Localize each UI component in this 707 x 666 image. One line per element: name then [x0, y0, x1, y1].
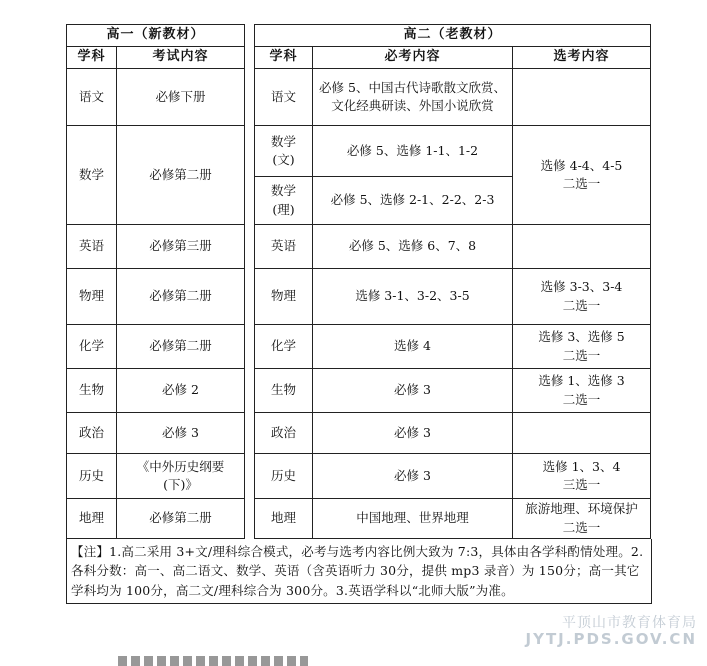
- g1-geography-subject: 地理: [67, 499, 117, 539]
- g2-math-elective-line-1: 选修 4-4、4-5: [540, 157, 623, 173]
- g1-physics-subject: 物理: [67, 269, 117, 325]
- g2-physics-elective: [513, 269, 651, 325]
- g2-biology-elective-line-2: 二选一: [562, 391, 601, 407]
- g2-math-arts-subject: [255, 126, 313, 177]
- g2-physics-subject: 物理: [255, 269, 313, 325]
- g2-english-subject: 英语: [255, 225, 313, 269]
- g2-chinese-elective: [513, 69, 651, 126]
- g2-chinese-required-line-1: 必修 5、中国古代诗歌散文欣赏、: [319, 79, 506, 95]
- g2-biology-required: 必修 3: [313, 369, 513, 413]
- g1-physics-content: 必修第二册: [117, 269, 245, 325]
- g2-history-elective-line-2: 三选一: [562, 477, 601, 492]
- grade2-elective-label: 选考内容: [513, 47, 651, 69]
- g2-politics-elective: [513, 413, 651, 454]
- g1-english-content: 必修第三册: [117, 225, 245, 269]
- g2-physics-required: 选修 3-1、3-2、3-5: [313, 269, 513, 325]
- note-paragraph: 【注】1.高二采用 3+文/理科综合模式，必考与选考内容比例大致为 7:3，具体由各学科酌情处理。2.各科分数：高一、高二语文、数学、英语（含英语听力 30分，提供 mp3 录音）为 150分；高一其它学科均为 100分，高二文/理科综合为 300分。3.英语学科以“北师大版”为准。: [66, 539, 652, 604]
- g1-math-content: 必修第二册: [117, 126, 245, 225]
- g1-chemistry-subject: 化学: [67, 325, 117, 369]
- grade1-header: 高一（新教材）: [67, 25, 245, 47]
- g2-math-sci-subject-line-1: 数学: [271, 183, 297, 199]
- g2-chemistry-required: 选修 4: [313, 325, 513, 369]
- watermark-domain: JYTJ.PDS.GOV.CN: [525, 630, 697, 648]
- g2-biology-elective-line-1: 选修 1、选修 3: [538, 373, 625, 389]
- g2-chemistry-elective-line-2: 二选一: [562, 347, 601, 363]
- g1-english-subject: 英语: [67, 225, 117, 269]
- g2-physics-elective-line-1: 选修 3-3、3-4: [540, 279, 623, 295]
- g2-math-arts-subject-line-2: (文): [272, 152, 295, 167]
- grade2-header: 高二（老教材）: [255, 25, 651, 47]
- g2-math-sci-required: 必修 5、选修 2-1、2-2、2-3: [313, 177, 513, 225]
- g1-politics-subject: 政治: [67, 413, 117, 454]
- g2-geography-elective-line-2: 二选一: [562, 519, 601, 535]
- g2-math-arts-subject-line-1: 数学: [271, 133, 297, 149]
- grade1-subject-label: 学科: [67, 47, 117, 69]
- g2-english-elective: [513, 225, 651, 269]
- g2-physics-elective-line-2: 二选一: [562, 297, 601, 313]
- g1-geography-content: 必修第二册: [117, 499, 245, 539]
- g2-chinese-subject: 语文: [255, 69, 313, 126]
- g1-history-content-line-1: 《中外历史纲要: [136, 458, 225, 474]
- g2-math-elective: [513, 126, 651, 225]
- g1-biology-content: 必修 2: [117, 369, 245, 413]
- g1-history-content: [117, 454, 245, 499]
- g1-math-subject: 数学: [67, 126, 117, 225]
- watermark-site-name: 平顶山市教育体育局: [562, 615, 697, 631]
- g2-english-required: 必修 5、选修 6、7、8: [313, 225, 513, 269]
- g2-politics-required: 必修 3: [313, 413, 513, 454]
- grade2-subject-label: 学科: [255, 47, 313, 69]
- g2-history-elective: [513, 454, 651, 499]
- g1-history-content-line-2: (下)》: [163, 477, 198, 492]
- grade1-content-label: 考试内容: [117, 47, 245, 69]
- g2-geography-subject: 地理: [255, 499, 313, 539]
- g2-geography-required: 中国地理、世界地理: [313, 499, 513, 539]
- g1-history-subject: 历史: [67, 454, 117, 499]
- g2-history-subject: 历史: [255, 454, 313, 499]
- g2-chinese-required-line-2: 文化经典研读、外国小说欣赏: [331, 98, 494, 113]
- g2-history-elective-line-1: 选修 1、3、4: [542, 458, 621, 474]
- exam-scope-document: [66, 24, 650, 604]
- g2-chemistry-subject: 化学: [255, 325, 313, 369]
- g1-politics-content: 必修 3: [117, 413, 245, 454]
- cut-off-next-line: [118, 656, 308, 666]
- g2-math-arts-required: 必修 5、选修 1-1、1-2: [313, 126, 513, 177]
- g1-chinese-subject: 语文: [67, 69, 117, 126]
- g1-biology-subject: 生物: [67, 369, 117, 413]
- g2-biology-elective: [513, 369, 651, 413]
- g2-chinese-required: [313, 69, 513, 126]
- g2-geography-elective-line-1: 旅游地理、环境保护: [525, 501, 638, 517]
- g2-math-sci-subject-line-2: (理): [272, 201, 295, 217]
- g1-chinese-content: 必修下册: [117, 69, 245, 126]
- g2-biology-subject: 生物: [255, 369, 313, 413]
- g1-chemistry-content: 必修第二册: [117, 325, 245, 369]
- g2-chemistry-elective-line-1: 选修 3、选修 5: [538, 329, 625, 345]
- column-gap: [245, 25, 255, 539]
- g2-math-elective-line-2: 二选一: [562, 176, 601, 191]
- g2-chemistry-elective: [513, 325, 651, 369]
- g2-politics-subject: 政治: [255, 413, 313, 454]
- g2-math-sci-subject: [255, 177, 313, 225]
- g2-history-required: 必修 3: [313, 454, 513, 499]
- g2-geography-elective: [513, 499, 651, 539]
- grade2-required-label: 必考内容: [313, 47, 513, 69]
- exam-scope-table: [66, 24, 651, 539]
